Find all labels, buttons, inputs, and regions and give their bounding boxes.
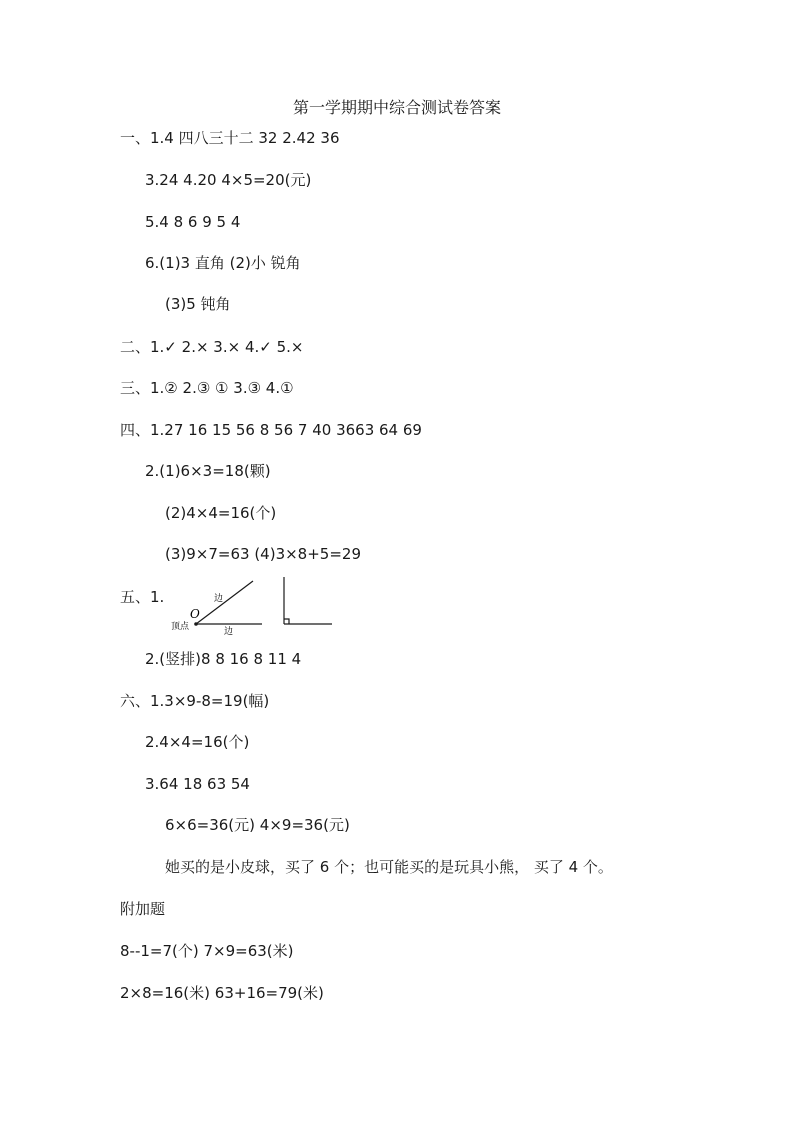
vertex-label: 顶点	[171, 622, 190, 632]
section-5-line-1: 五、1.	[120, 588, 165, 606]
vertex-point-label: O	[190, 607, 200, 621]
side-label-upper: 边	[214, 594, 224, 604]
section-1-line-2: 3.24 4.20 4×5=20(元)	[145, 171, 312, 189]
section-1-line-1: 一、1.4 四八三十二 32 2.42 36	[120, 129, 340, 147]
section-4-line-1: 四、1.27 16 15 56 8 56 7 40 3663 64 69	[120, 421, 422, 439]
angle-upper-side-line	[196, 581, 253, 624]
section-1-line-5: (3)5 钝角	[165, 295, 231, 313]
section-6-line-5: 她买的是小皮球，买了 6 个；也可能买的是玩具小熊， 买了 4 个。	[165, 858, 613, 876]
section-6-line-4: 6×6=36(元) 4×9=36(元)	[165, 816, 350, 834]
section-4-line-2: 2.(1)6×3=18(颗)	[145, 462, 271, 480]
section-1-line-3: 5.4 8 6 9 5 4	[145, 213, 241, 231]
section-1-line-4: 6.(1)3 直角 (2)小 锐角	[145, 254, 301, 272]
section-6-line-2: 2.4×4=16(个)	[145, 733, 250, 751]
section-5-line-2: 2.(竖排)8 8 16 8 11 4	[145, 650, 302, 668]
section-6-line-1: 六、1.3×9-8=19(幅)	[120, 692, 270, 710]
section-4-line-4: (3)9×7=63 (4)3×8+5=29	[165, 545, 361, 563]
section-3-line: 三、1.② 2.③ ① 3.③ 4.①	[120, 379, 294, 397]
side-label-lower: 边	[224, 627, 234, 636]
vertex-dot	[194, 622, 198, 626]
page-title: 第一学期期中综合测试卷答案	[292, 98, 501, 117]
bonus-line-2: 2×8=16(米) 63+16=79(米)	[120, 984, 324, 1002]
bonus-heading: 附加题	[120, 900, 166, 918]
angle-figure	[168, 574, 338, 636]
section-2-line: 二、1.✓ 2.× 3.× 4.✓ 5.×	[120, 338, 304, 356]
bonus-line-1: 8--1=7(个) 7×9=63(米)	[120, 942, 294, 960]
section-4-line-3: (2)4×4=16(个)	[165, 504, 277, 522]
section-6-line-3: 3.64 18 63 54	[145, 775, 250, 793]
right-angle-mark	[284, 619, 289, 624]
